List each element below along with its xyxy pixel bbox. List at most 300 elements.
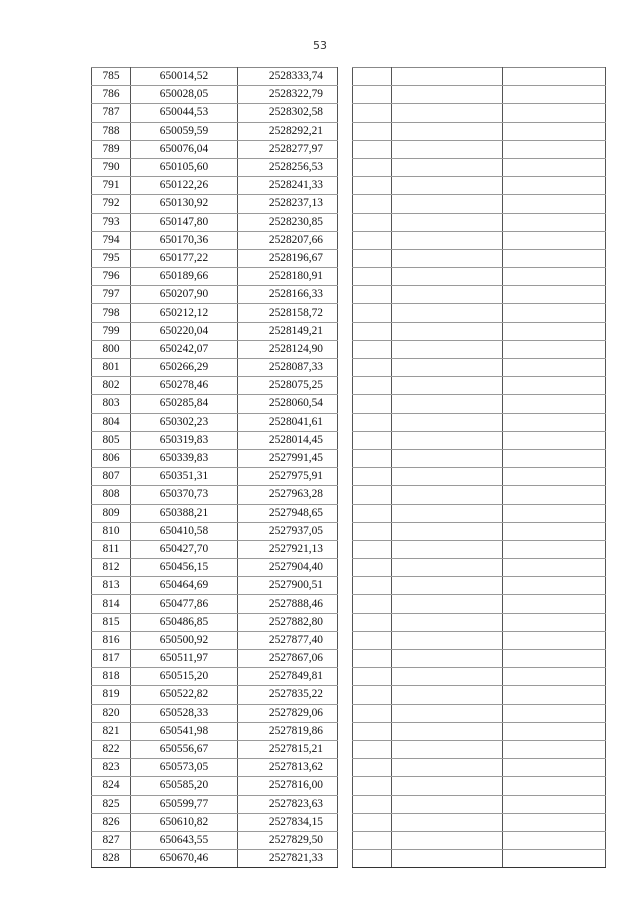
table-row: [92, 504, 338, 522]
x-coordinate-cell: 650014,52: [131, 68, 238, 86]
empty-cell: [503, 413, 606, 431]
table-row: [92, 795, 338, 813]
empty-table-row: [353, 595, 606, 613]
empty-table-row: [353, 377, 606, 395]
empty-cell: [353, 704, 392, 722]
empty-cell: [353, 686, 392, 704]
empty-cell: [503, 158, 606, 176]
x-coordinate-cell: 650388,21: [131, 504, 238, 522]
y-coordinate-cell: 2528256,53: [238, 158, 338, 176]
table-row: [92, 668, 338, 686]
y-coordinate-cell: 2527900,51: [238, 577, 338, 595]
empty-cell: [353, 813, 392, 831]
empty-table-row: [353, 213, 606, 231]
point-number-cell: 807: [92, 468, 131, 486]
empty-cell: [503, 177, 606, 195]
empty-cell: [503, 613, 606, 631]
y-coordinate-cell: 2527867,06: [238, 650, 338, 668]
table-row: [92, 286, 338, 304]
empty-cell: [353, 268, 392, 286]
empty-cell: [353, 195, 392, 213]
y-coordinate-cell: 2528196,67: [238, 249, 338, 267]
empty-cell: [392, 86, 503, 104]
empty-cell: [353, 486, 392, 504]
empty-cell: [353, 140, 392, 158]
empty-cell: [353, 449, 392, 467]
empty-cell: [503, 486, 606, 504]
empty-table-row: [353, 158, 606, 176]
empty-cell: [392, 522, 503, 540]
y-coordinate-cell: 2527816,00: [238, 777, 338, 795]
point-number-cell: 802: [92, 377, 131, 395]
point-number-cell: 803: [92, 395, 131, 413]
x-coordinate-cell: 650266,29: [131, 359, 238, 377]
empty-table-row: [353, 104, 606, 122]
point-number-cell: 790: [92, 158, 131, 176]
empty-cell: [503, 577, 606, 595]
empty-cell: [392, 286, 503, 304]
table-row: [92, 104, 338, 122]
empty-cell: [503, 140, 606, 158]
table-row: [92, 195, 338, 213]
x-coordinate-cell: 650105,60: [131, 158, 238, 176]
x-coordinate-cell: 650302,23: [131, 413, 238, 431]
empty-cell: [503, 595, 606, 613]
table-row: [92, 413, 338, 431]
point-number-cell: 814: [92, 595, 131, 613]
empty-table-row: [353, 195, 606, 213]
x-coordinate-cell: 650351,31: [131, 468, 238, 486]
x-coordinate-cell: 650599,77: [131, 795, 238, 813]
empty-cell: [353, 668, 392, 686]
y-coordinate-cell: 2527823,63: [238, 795, 338, 813]
empty-cell: [503, 722, 606, 740]
empty-cell: [503, 813, 606, 831]
empty-cell: [353, 795, 392, 813]
point-number-cell: 820: [92, 704, 131, 722]
empty-cell: [503, 286, 606, 304]
empty-cell: [392, 104, 503, 122]
x-coordinate-cell: 650319,83: [131, 431, 238, 449]
empty-table-row: [353, 322, 606, 340]
empty-cell: [353, 540, 392, 558]
empty-cell: [353, 377, 392, 395]
empty-cell: [392, 468, 503, 486]
point-number-cell: 796: [92, 268, 131, 286]
empty-table-row: [353, 504, 606, 522]
empty-cell: [392, 686, 503, 704]
empty-cell: [392, 413, 503, 431]
empty-cell: [353, 122, 392, 140]
empty-cell: [392, 195, 503, 213]
table-row: [92, 359, 338, 377]
table-row: [92, 740, 338, 758]
empty-cell: [503, 540, 606, 558]
empty-cell: [392, 68, 503, 86]
empty-cell: [353, 577, 392, 595]
point-number-cell: 797: [92, 286, 131, 304]
x-coordinate-cell: 650242,07: [131, 340, 238, 358]
empty-table-row: [353, 740, 606, 758]
table-row: [92, 340, 338, 358]
empty-cell: [392, 795, 503, 813]
empty-cell: [392, 777, 503, 795]
empty-cell: [353, 504, 392, 522]
empty-cell: [353, 631, 392, 649]
empty-cell: [353, 595, 392, 613]
empty-cell: [353, 831, 392, 849]
empty-cell: [353, 249, 392, 267]
x-coordinate-cell: 650670,46: [131, 850, 238, 868]
table-row: [92, 449, 338, 467]
y-coordinate-cell: 2528230,85: [238, 213, 338, 231]
empty-table-row: [353, 631, 606, 649]
point-number-cell: 791: [92, 177, 131, 195]
y-coordinate-cell: 2528292,21: [238, 122, 338, 140]
empty-cell: [503, 777, 606, 795]
empty-cell: [353, 522, 392, 540]
y-coordinate-cell: 2527849,81: [238, 668, 338, 686]
point-number-cell: 816: [92, 631, 131, 649]
empty-cell: [503, 340, 606, 358]
x-coordinate-cell: 650477,86: [131, 595, 238, 613]
empty-table-row: [353, 268, 606, 286]
empty-cell: [392, 577, 503, 595]
empty-cell: [503, 304, 606, 322]
table-row: [92, 140, 338, 158]
table-row: [92, 304, 338, 322]
point-number-cell: 821: [92, 722, 131, 740]
empty-cell: [392, 850, 503, 868]
table-row: [92, 650, 338, 668]
empty-cell: [503, 377, 606, 395]
point-number-cell: 794: [92, 231, 131, 249]
table-row: [92, 777, 338, 795]
table-row: [92, 559, 338, 577]
empty-table-row: [353, 850, 606, 868]
x-coordinate-cell: 650339,83: [131, 449, 238, 467]
empty-cell: [503, 431, 606, 449]
empty-cell: [392, 504, 503, 522]
empty-cell: [392, 359, 503, 377]
y-coordinate-cell: 2527921,13: [238, 540, 338, 558]
table-row: [92, 613, 338, 631]
y-coordinate-cell: 2527829,50: [238, 831, 338, 849]
y-coordinate-cell: 2527888,46: [238, 595, 338, 613]
y-coordinate-cell: 2528333,74: [238, 68, 338, 86]
empty-cell: [353, 68, 392, 86]
table-row: [92, 813, 338, 831]
empty-table-row: [353, 177, 606, 195]
table-row: [92, 86, 338, 104]
point-number-cell: 809: [92, 504, 131, 522]
table-row: [92, 831, 338, 849]
y-coordinate-cell: 2527815,21: [238, 740, 338, 758]
table-row: [92, 540, 338, 558]
empty-cell: [353, 468, 392, 486]
empty-cell: [503, 650, 606, 668]
point-number-cell: 798: [92, 304, 131, 322]
empty-cell: [503, 831, 606, 849]
empty-cell: [392, 140, 503, 158]
empty-table-row: [353, 304, 606, 322]
empty-table-row: [353, 413, 606, 431]
empty-table-row: [353, 522, 606, 540]
y-coordinate-cell: 2527937,05: [238, 522, 338, 540]
table-row: [92, 577, 338, 595]
empty-cell: [503, 740, 606, 758]
x-coordinate-cell: 650122,26: [131, 177, 238, 195]
table-row: [92, 395, 338, 413]
empty-table-row: [353, 359, 606, 377]
y-coordinate-cell: 2527813,62: [238, 759, 338, 777]
empty-cell: [503, 268, 606, 286]
empty-cell: [353, 304, 392, 322]
y-coordinate-cell: 2528124,90: [238, 340, 338, 358]
point-number-cell: 805: [92, 431, 131, 449]
x-coordinate-cell: 650515,20: [131, 668, 238, 686]
empty-cell: [392, 322, 503, 340]
x-coordinate-cell: 650643,55: [131, 831, 238, 849]
point-number-cell: 812: [92, 559, 131, 577]
x-coordinate-cell: 650556,67: [131, 740, 238, 758]
empty-cell: [392, 722, 503, 740]
empty-cell: [503, 122, 606, 140]
point-number-cell: 822: [92, 740, 131, 758]
empty-cell: [392, 759, 503, 777]
empty-cell: [392, 213, 503, 231]
empty-cell: [392, 740, 503, 758]
x-coordinate-cell: 650028,05: [131, 86, 238, 104]
point-number-cell: 801: [92, 359, 131, 377]
empty-cell: [353, 231, 392, 249]
point-number-cell: 786: [92, 86, 131, 104]
empty-cell: [353, 213, 392, 231]
table-row: [92, 268, 338, 286]
table-row: [92, 177, 338, 195]
y-coordinate-cell: 2527819,86: [238, 722, 338, 740]
empty-table-row: [353, 449, 606, 467]
y-coordinate-cell: 2528322,79: [238, 86, 338, 104]
empty-cell: [353, 286, 392, 304]
y-coordinate-cell: 2527882,80: [238, 613, 338, 631]
y-coordinate-cell: 2528087,33: [238, 359, 338, 377]
empty-cell: [503, 195, 606, 213]
empty-cell: [392, 595, 503, 613]
table-row: [92, 322, 338, 340]
empty-cell: [392, 431, 503, 449]
page-number: 53: [313, 39, 327, 52]
x-coordinate-cell: 650456,15: [131, 559, 238, 577]
empty-cell: [353, 177, 392, 195]
empty-cell: [353, 613, 392, 631]
empty-cell: [392, 449, 503, 467]
table-row: [92, 377, 338, 395]
point-number-cell: 788: [92, 122, 131, 140]
empty-table-row: [353, 431, 606, 449]
table-row: [92, 595, 338, 613]
empty-cell: [392, 631, 503, 649]
table-row: [92, 631, 338, 649]
y-coordinate-cell: 2528180,91: [238, 268, 338, 286]
x-coordinate-cell: 650573,05: [131, 759, 238, 777]
empty-cell: [353, 322, 392, 340]
empty-table-row: [353, 613, 606, 631]
table-row: [92, 213, 338, 231]
table-row: [92, 722, 338, 740]
table-row: [92, 704, 338, 722]
coordinates-table: [91, 67, 338, 868]
empty-table-row: [353, 777, 606, 795]
y-coordinate-cell: 2528158,72: [238, 304, 338, 322]
empty-cell: [353, 722, 392, 740]
empty-cell: [503, 359, 606, 377]
y-coordinate-cell: 2527821,33: [238, 850, 338, 868]
point-number-cell: 827: [92, 831, 131, 849]
empty-cell: [353, 158, 392, 176]
empty-cell: [392, 831, 503, 849]
x-coordinate-cell: 650044,53: [131, 104, 238, 122]
x-coordinate-cell: 650500,92: [131, 631, 238, 649]
empty-cell: [392, 540, 503, 558]
x-coordinate-cell: 650278,46: [131, 377, 238, 395]
empty-cell: [503, 704, 606, 722]
x-coordinate-cell: 650177,22: [131, 249, 238, 267]
empty-table-row: [353, 813, 606, 831]
y-coordinate-cell: 2527904,40: [238, 559, 338, 577]
empty-cell: [503, 559, 606, 577]
empty-cell: [392, 613, 503, 631]
empty-cell: [503, 231, 606, 249]
empty-cell: [503, 468, 606, 486]
y-coordinate-cell: 2528207,66: [238, 231, 338, 249]
y-coordinate-cell: 2527835,22: [238, 686, 338, 704]
empty-table-row: [353, 468, 606, 486]
empty-cell: [353, 359, 392, 377]
point-number-cell: 813: [92, 577, 131, 595]
empty-cell: [353, 104, 392, 122]
empty-cell: [353, 395, 392, 413]
empty-cell: [392, 177, 503, 195]
x-coordinate-cell: 650212,12: [131, 304, 238, 322]
x-coordinate-cell: 650147,80: [131, 213, 238, 231]
table-row: [92, 486, 338, 504]
empty-table-row: [353, 540, 606, 558]
empty-cell: [503, 68, 606, 86]
empty-table-row: [353, 759, 606, 777]
table-row: [92, 759, 338, 777]
x-coordinate-cell: 650486,85: [131, 613, 238, 631]
y-coordinate-cell: 2528277,97: [238, 140, 338, 158]
x-coordinate-cell: 650370,73: [131, 486, 238, 504]
point-number-cell: 792: [92, 195, 131, 213]
point-number-cell: 808: [92, 486, 131, 504]
x-coordinate-cell: 650410,58: [131, 522, 238, 540]
empty-cell: [392, 668, 503, 686]
x-coordinate-cell: 650585,20: [131, 777, 238, 795]
empty-table-row: [353, 577, 606, 595]
table-row: [92, 522, 338, 540]
empty-cell: [503, 322, 606, 340]
empty-cell: [503, 759, 606, 777]
empty-table-row: [353, 831, 606, 849]
table-row: [92, 850, 338, 868]
empty-coordinates-table: [352, 67, 606, 868]
empty-cell: [353, 759, 392, 777]
x-coordinate-cell: 650220,04: [131, 322, 238, 340]
empty-table-row: [353, 704, 606, 722]
x-coordinate-cell: 650207,90: [131, 286, 238, 304]
table-row: [92, 431, 338, 449]
point-number-cell: 810: [92, 522, 131, 540]
point-number-cell: 826: [92, 813, 131, 831]
empty-table-row: [353, 795, 606, 813]
empty-cell: [392, 813, 503, 831]
point-number-cell: 811: [92, 540, 131, 558]
point-number-cell: 825: [92, 795, 131, 813]
table-row: [92, 249, 338, 267]
x-coordinate-cell: 650130,92: [131, 195, 238, 213]
empty-table-row: [353, 86, 606, 104]
empty-table-row: [353, 340, 606, 358]
empty-cell: [392, 304, 503, 322]
empty-table-row: [353, 486, 606, 504]
y-coordinate-cell: 2528237,13: [238, 195, 338, 213]
empty-cell: [392, 650, 503, 668]
y-coordinate-cell: 2528241,33: [238, 177, 338, 195]
empty-table-row: [353, 686, 606, 704]
empty-cell: [353, 431, 392, 449]
point-number-cell: 819: [92, 686, 131, 704]
table-row: [92, 122, 338, 140]
x-coordinate-cell: 650170,36: [131, 231, 238, 249]
empty-cell: [353, 559, 392, 577]
x-coordinate-cell: 650076,04: [131, 140, 238, 158]
empty-cell: [392, 559, 503, 577]
empty-cell: [392, 377, 503, 395]
empty-cell: [503, 522, 606, 540]
table-row: [92, 468, 338, 486]
y-coordinate-cell: 2527975,91: [238, 468, 338, 486]
y-coordinate-cell: 2527991,45: [238, 449, 338, 467]
empty-cell: [503, 86, 606, 104]
empty-cell: [392, 231, 503, 249]
y-coordinate-cell: 2528166,33: [238, 286, 338, 304]
empty-cell: [353, 413, 392, 431]
table-row: [92, 231, 338, 249]
empty-table-row: [353, 286, 606, 304]
x-coordinate-cell: 650522,82: [131, 686, 238, 704]
empty-cell: [353, 340, 392, 358]
point-number-cell: 789: [92, 140, 131, 158]
empty-table-row: [353, 559, 606, 577]
empty-cell: [392, 395, 503, 413]
empty-table-row: [353, 140, 606, 158]
y-coordinate-cell: 2527948,65: [238, 504, 338, 522]
empty-cell: [503, 249, 606, 267]
y-coordinate-cell: 2528014,45: [238, 431, 338, 449]
empty-table-row: [353, 68, 606, 86]
empty-cell: [353, 740, 392, 758]
empty-table-row: [353, 231, 606, 249]
table-row: [92, 686, 338, 704]
table-row: [92, 68, 338, 86]
empty-cell: [503, 504, 606, 522]
y-coordinate-cell: 2528060,54: [238, 395, 338, 413]
x-coordinate-cell: 650059,59: [131, 122, 238, 140]
empty-cell: [503, 631, 606, 649]
empty-cell: [503, 395, 606, 413]
